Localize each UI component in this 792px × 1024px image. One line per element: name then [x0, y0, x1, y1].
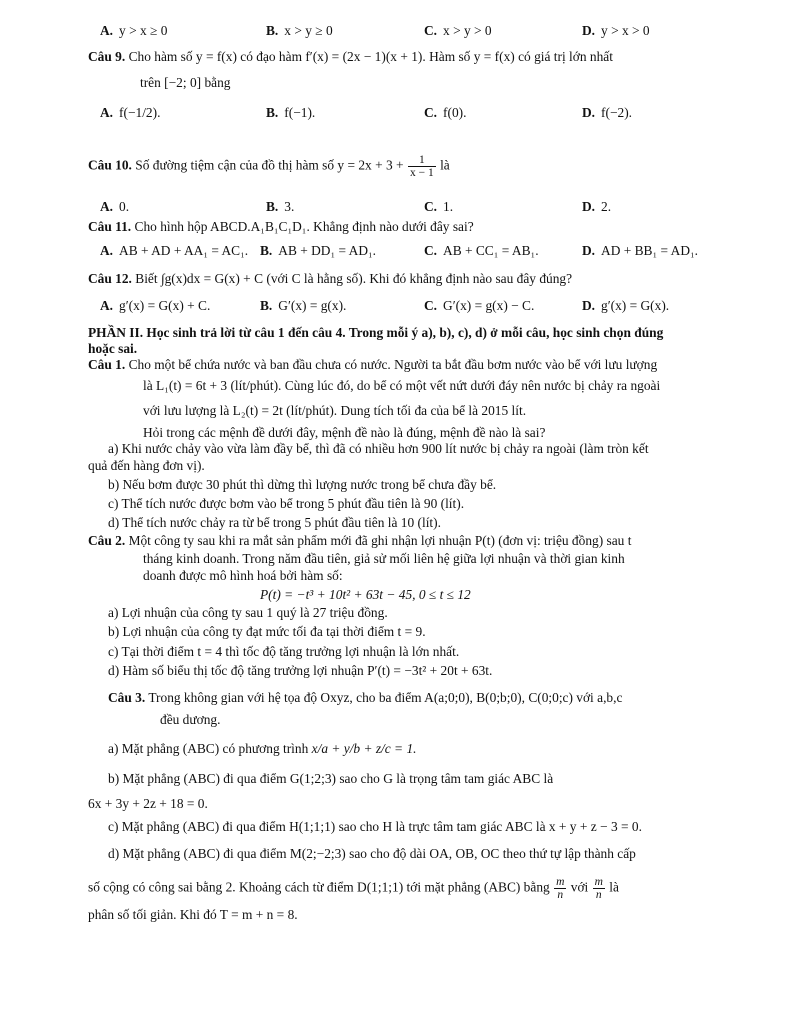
q8-options: [0, 22, 792, 42]
p2q3-a-equation: x/a + y/b + z/c = 1.: [311, 741, 417, 756]
p2q2-statement-b[interactable]: b) Lợi nhuận của công ty đạt mức tối đa tại thời điểm t = 9.: [108, 624, 426, 639]
p2q3-line1: Trong không gian với hệ tọa độ Oxyz, cho ba điểm A(a;0;0), B(0;b;0), C(0;0;c) với a,b,c: [148, 690, 623, 705]
p2q2-number: Câu 2.: [88, 533, 126, 548]
q8-option-a[interactable]: A. y > x ≥ 0: [100, 23, 168, 38]
q12-option-a[interactable]: A. g′(x) = G(x) + C.: [100, 298, 211, 313]
q8-option-b[interactable]: B. x > y ≥ 0: [266, 23, 333, 38]
q10-number: Câu 10.: [88, 157, 132, 173]
q11-option-c[interactable]: C. AB + CC₁ = AB₁.: [424, 243, 539, 258]
p2q3-statement-a[interactable]: a) Mặt phẳng (ABC) có phương trình x/a + y/b + z/c = 1.: [108, 741, 417, 756]
q12-option-b[interactable]: B. G′(x) = g(x).: [260, 298, 347, 313]
q9-option-d[interactable]: D. f(−2).: [582, 105, 633, 120]
q12-option-d[interactable]: D. g′(x) = G(x).: [582, 298, 670, 313]
q10-stem: [88, 154, 450, 179]
p2q1-statement-b[interactable]: b) Nếu bơm được 30 phút thì dừng thì lượng nước trong bể chưa đầy bể.: [108, 477, 497, 492]
q11-option-b[interactable]: B. AB + DD₁ = AD₁.: [260, 243, 377, 258]
q9-text-line1: Cho hàm số y = f(x) có đạo hàm f′(x) = (2x − 1)(x + 1). Hàm số y = f(x) có giá trị lớn nhất: [128, 49, 613, 64]
p2q1-statement-c[interactable]: c) Thể tích nước được bơm vào bể trong 5 phút đầu tiên là 90 (lít).: [108, 496, 465, 511]
q12-options: [0, 297, 792, 317]
p2q1-line3: với lưu lượng là L₂(t) = 2t (lít/phút). Dung tích tối đa của bể là 2015 lít.: [143, 403, 527, 418]
q10-option-d[interactable]: D. 2.: [582, 199, 612, 214]
q10-options: [0, 198, 792, 218]
p2q2-line3: doanh được mô hình hoá bởi hàm số:: [143, 568, 343, 583]
p2q2-line2: tháng kinh doanh. Trong năm đầu tiên, giả sử mối liên hệ giữa lợi nhuận và thời gian kinh: [143, 551, 625, 566]
p2q1-statement-a[interactable]: a) Khi nước chảy vào vừa làm đầy bể, thì đã có nhiều hơn 900 lít nước bị chảy ra ngoài (làm tròn kết: [108, 441, 649, 456]
p2q1-stem: [88, 356, 657, 373]
p2q1-line1: Cho một bể chứa nước và ban đầu chưa có nước. Người ta bắt đầu bơm nước vào bể với lưu lượng: [128, 357, 658, 372]
p2q3-statement-c[interactable]: c) Mặt phẳng (ABC) đi qua điểm H(1;1;1) sao cho H là trực tâm tam giác ABC là x + y + z − 3 = 0.: [108, 819, 642, 834]
p2q2-formula: P(t) = −t³ + 10t² + 63t − 45, 0 ≤ t ≤ 12: [260, 587, 471, 602]
q11-text: Cho hình hộp ABCD.A₁B₁C₁D₁. Khẳng định nào dưới đây sai?: [134, 219, 474, 234]
q11-options: [0, 242, 792, 262]
q9-options: [0, 104, 792, 124]
q12-number: Câu 12.: [88, 271, 132, 286]
p2q1-line2: là L₁(t) = 6t + 3 (lít/phút). Cùng lúc đó, do bể có một vết nứt dưới đáy nên nước bị chảy ra ngoài: [143, 378, 661, 393]
p2q3-statement-b[interactable]: b) Mặt phẳng (ABC) đi qua điểm G(1;2;3) sao cho G là trọng tâm tam giác ABC là: [108, 771, 554, 786]
p2q3-fraction-mn-2: $\frac{m}{n}$: [594, 876, 603, 902]
q12-text: Biết ∫g(x)dx = G(x) + C (với C là hằng số). Khi đó khẳng định nào sau đây đúng?: [135, 271, 573, 286]
p2q3-statement-d-cont: số cộng có công sai bằng 2. Khoảng cách từ điểm D(1;1;1) tới mặt phẳng (ABC) bằng $\frac{m}{n}$ với $\frac{m}{n}$ là: [88, 876, 619, 902]
p2q3-statement-b-cont: 6x + 3y + 2z + 18 = 0.: [88, 796, 208, 811]
part2-heading-cont: hoặc sai.: [88, 341, 138, 356]
part2-heading: PHẦN II. Học sinh trả lời từ câu 1 đến câu 4. Trong mỗi ý a), b), c), d) ở mỗi câu, học sinh chọn đúng: [88, 325, 664, 340]
p2q3-statement-d-end: phân số tối giản. Khi đó T = m + n = 8.: [88, 907, 298, 922]
p2q2-statement-d[interactable]: d) Hàm số biểu thị tốc độ tăng trưởng lợi nhuận P′(t) = −3t² + 20t + 63t.: [108, 663, 493, 678]
p2q1-number: Câu 1.: [88, 357, 126, 372]
q10-text: Số đường tiệm cận của đồ thị hàm số y = 2x + 3 +: [135, 157, 404, 173]
p2q1-line4: Hỏi trong các mệnh đề dưới đây, mệnh đề nào là đúng, mệnh đề nào là sai?: [143, 425, 546, 440]
p2q2-statement-c[interactable]: c) Tại thời điểm t = 4 thì tốc độ tăng trưởng lợi nhuận là lớn nhất.: [108, 644, 460, 659]
p2q3-line2: đều dương.: [160, 712, 221, 727]
q9-option-c[interactable]: C. f(0).: [424, 105, 467, 120]
q9-stem: [88, 48, 613, 65]
p2q2-line1: Một công ty sau khi ra mắt sản phẩm mới đã ghi nhận lợi nhuận P(t) (đơn vị: triệu đồng) sau t: [128, 533, 632, 548]
q11-number: Câu 11.: [88, 219, 132, 234]
q12-stem: [88, 270, 572, 287]
q10-text-after: là: [440, 157, 450, 173]
p2q2-stem: [88, 532, 631, 549]
q10-option-a[interactable]: A. 0.: [100, 199, 130, 214]
q8-option-d[interactable]: D. y > x > 0: [582, 23, 650, 38]
p2q3-fraction-mn: $\frac{m}{n}$: [556, 876, 565, 902]
q10-option-b[interactable]: B. 3.: [266, 199, 295, 214]
p2q1-statement-d[interactable]: d) Thể tích nước chảy ra từ bể trong 5 phút đầu tiên là 10 (lít).: [108, 515, 441, 530]
q10-option-c[interactable]: C. 1.: [424, 199, 454, 214]
q11-option-a[interactable]: A. AB + AD + AA₁ = AC₁.: [100, 243, 249, 258]
q8-option-c[interactable]: C. x > y > 0: [424, 23, 492, 38]
q9-number: Câu 9.: [88, 49, 126, 64]
p2q2-statement-a[interactable]: a) Lợi nhuận của công ty sau 1 quý là 27 triệu đồng.: [108, 605, 388, 620]
q12-option-c[interactable]: C. G′(x) = g(x) − C.: [424, 298, 535, 313]
q11-option-d[interactable]: D. AD + BB₁ = AD₁.: [582, 243, 699, 258]
p2q1-statement-a-cont: quả đến hàng đơn vị).: [88, 458, 205, 473]
p2q3-stem: [108, 689, 622, 706]
q9-text-line2: trên [−2; 0] bằng: [140, 75, 231, 90]
p2q3-statement-d[interactable]: d) Mặt phẳng (ABC) đi qua điểm M(2;−2;3) sao cho độ dài OA, OB, OC theo thứ tự lập thành cấp: [108, 846, 636, 861]
q9-option-a[interactable]: A. f(−1/2).: [100, 105, 161, 120]
q9-option-b[interactable]: B. f(−1).: [266, 105, 316, 120]
q11-stem: [88, 218, 474, 235]
q10-fraction: $\frac{1}{x - 1}$: [409, 154, 434, 180]
p2q3-number: Câu 3.: [108, 690, 146, 705]
